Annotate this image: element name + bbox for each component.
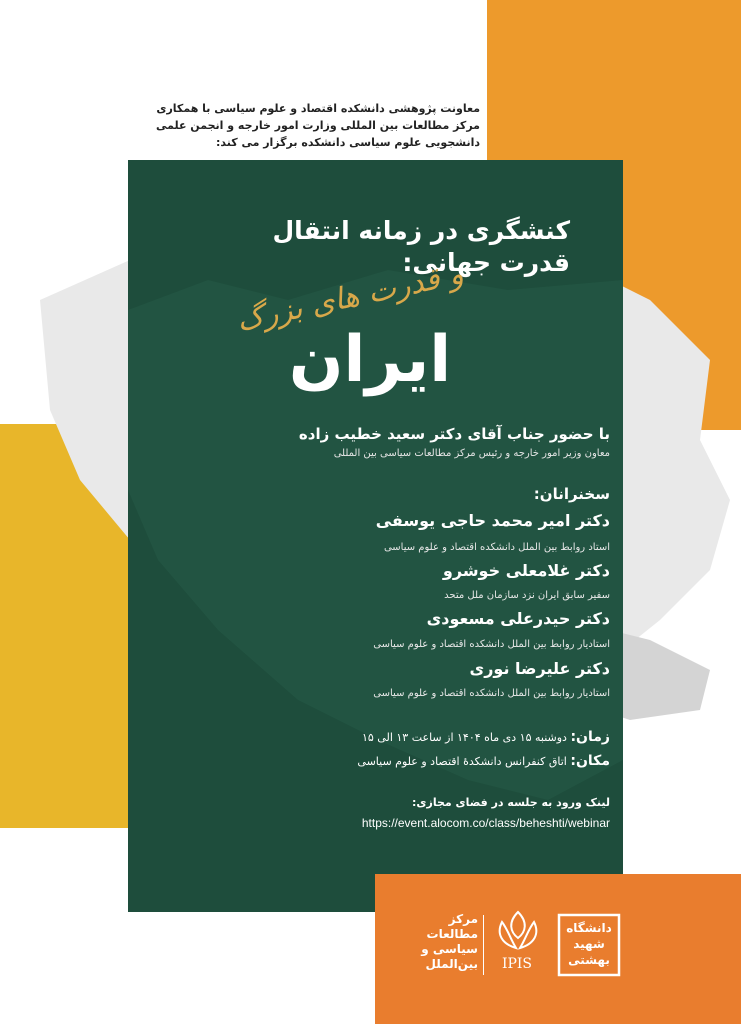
ipis-logo-text: IPIS	[501, 956, 533, 972]
place-value: اتاق کنفرانس دانشکدهٔ اقتصاد و علوم سیاسی	[357, 755, 567, 768]
time-label: زمان:	[570, 729, 610, 745]
event-time	[140, 728, 610, 747]
place-label: مکان:	[570, 753, 610, 769]
intro-line-1: معاونت پژوهشی دانشکده اقتصاد و علوم سیاسی با همکاری	[156, 102, 480, 115]
time-value: دوشنبه ۱۵ دی ماه ۱۴۰۴ از ساعت ۱۳ الی ۱۵	[361, 731, 567, 744]
institute-logo-text: مرکز مطالعات سیاسی و بین‌الملل	[421, 912, 478, 971]
title-line-1: کنشگری در زمانه انتقال	[272, 216, 570, 245]
speakers-heading: سخنرانان:	[533, 485, 610, 503]
intro-text	[130, 100, 480, 151]
speaker-role-4: استادیار روابط بین الملل دانشکده اقتصاد و علوم سیاسی	[373, 688, 610, 699]
event-place	[140, 752, 610, 771]
intro-line-3: دانشجویی علوم سیاسی دانشکده برگزار می کند:	[215, 136, 480, 149]
sbu-logo-text: دانشگاه شهید بهشتی	[566, 921, 612, 967]
intro-line-2: مرکز مطالعات بین المللی وزارت امور خارجه و انجمن علمی	[155, 119, 480, 132]
guest-of-honor-role: معاون وزیر امور خارجه و رئیس مرکز مطالعات سیاسی بین المللی	[333, 448, 610, 459]
speaker-role-1: استاد روابط بین الملل دانشکده اقتصاد و علوم سیاسی	[383, 542, 610, 553]
speaker-name-3: دکتر حیدرعلی مسعودی	[426, 609, 610, 628]
speaker-name-4: دکتر علیرضا نوری	[469, 659, 610, 678]
speaker-role-3: استادیار روابط بین الملل دانشکده اقتصاد و علوم سیاسی	[373, 639, 610, 650]
speaker-name-2: دکتر غلامعلی خوشرو	[442, 561, 610, 580]
link-label: لینک ورود به جلسه در فضای مجازی:	[412, 796, 610, 809]
title-line-2: قدرت جهانی:	[402, 248, 570, 277]
speaker-name-1: دکتر امیر محمد حاجی یوسفی	[375, 511, 610, 530]
speaker-role-2: سفیر سابق ایران نزد سازمان ملل متحد	[444, 590, 610, 601]
guest-of-honor: با حضور جناب آقای دکتر سعید خطیب زاده	[298, 425, 610, 443]
webinar-link[interactable]: https://event.alocom.co/class/beheshti/webinar	[361, 816, 610, 830]
main-title-iran: ایران	[288, 323, 452, 397]
logo-divider	[483, 915, 484, 975]
gold-subtitle: و قدرت های بزرگ	[233, 256, 467, 339]
